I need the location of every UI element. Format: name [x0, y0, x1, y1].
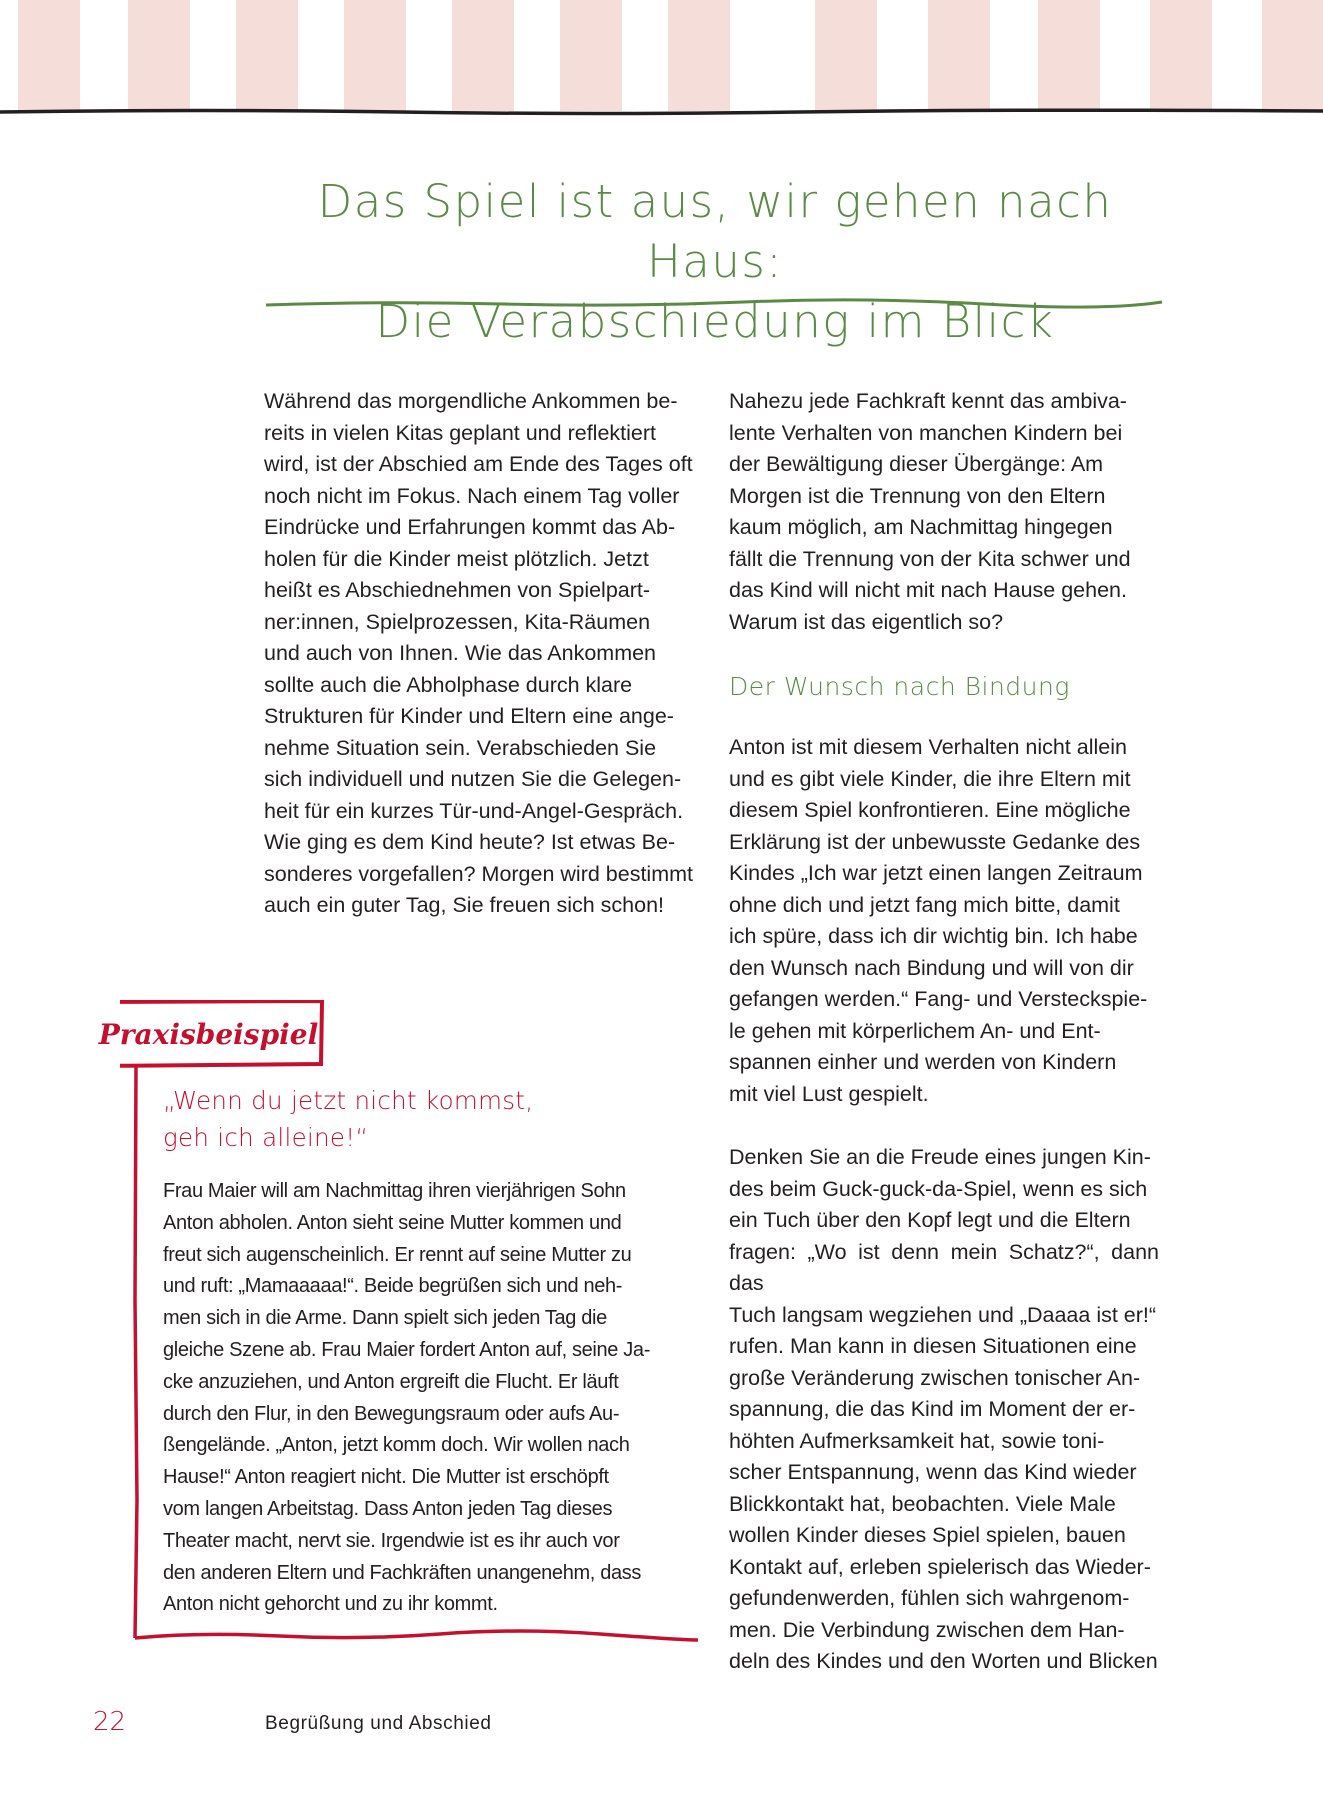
text-line: sonderes vorgefallen? Morgen wird bestimmt [264, 861, 694, 886]
praxis-quote [163, 1082, 683, 1156]
title-line-2: Die Verabschiedung im Blick [375, 295, 1055, 348]
text-line: gefangen werden.“ Fang- und Versteckspie- [729, 987, 1148, 1011]
text-line: Hause!“ Anton reagiert nicht. Die Mutter ist erschöpft [163, 1466, 609, 1489]
text-line: reits in vielen Kitas geplant und reflektiert [264, 420, 656, 445]
text-line: fragen: „Wo ist denn mein Schatz?“, dann das [729, 1239, 1159, 1295]
text-line: gefundenwerden, fühlen sich wahrgenom- [729, 1586, 1130, 1610]
text-line: scher Entspannung, wenn das Kind wieder [729, 1460, 1137, 1484]
text-line: rufen. Man kann in diesen Situationen eine [729, 1334, 1137, 1358]
text-line: ner:innen, Spielprozessen, Kita-Räumen [264, 609, 651, 634]
text-line: Frau Maier will am Nachmittag ihren vierjährigen Sohn [163, 1180, 626, 1202]
text-line: cke anzuziehen, und Anton ergreift die Flucht. Er läuft [163, 1370, 619, 1393]
text-line: heißt es Abschiednehmen von Spielpart- [264, 578, 651, 602]
stripe [560, 0, 622, 111]
text-line: Theater macht, nervt sie. Irgendwie ist es ihr auch vor [163, 1529, 620, 1552]
text-line: fällt die Trennung von der Kita schwer und [729, 546, 1131, 571]
stripe [452, 0, 514, 111]
right-column-intro [729, 386, 1159, 638]
text-line: das Kind will nicht mit nach Hause gehen. [729, 578, 1127, 602]
text-line: den Wunsch nach Bindung und will von dir [729, 955, 1134, 980]
text-line: der Bewältigung dieser Übergänge: Am [729, 452, 1104, 476]
text-line: ein Tuch über den Kopf legt und die Eltern [729, 1208, 1131, 1232]
text-line: Nahezu jede Fachkraft kennt das ambiva- [729, 389, 1127, 413]
text-line: mit viel Lust gespielt. [729, 1081, 929, 1106]
text-line: wollen Kinder dieses Spiel spielen, bauen [729, 1523, 1126, 1547]
text-line: große Veränderung zwischen tonischer An- [729, 1365, 1141, 1390]
title-line-1: Das Spiel ist aus, wir gehen nach Haus: [317, 175, 1113, 288]
text-line: vom langen Arbeitstag. Dass Anton jeden Tag dieses [163, 1497, 613, 1520]
text-line: und auch von Ihnen. Wie das Ankommen [264, 641, 657, 665]
running-footer-title: Begrüßung und Abschied [265, 1713, 492, 1734]
page-title [260, 172, 1170, 352]
praxis-body [163, 1176, 698, 1621]
text-line: Warum ist das eigentlich so? [729, 609, 1004, 634]
text-line: sollte auch die Abholphase durch klare [264, 672, 633, 697]
text-line: Kontakt auf, erleben spielerisch das Wieder- [729, 1554, 1151, 1579]
text-line: auch ein guter Tag, Sie freuen sich schon! [264, 893, 664, 917]
text-line: spannen einher und werden von Kindern [729, 1050, 1117, 1074]
text-line: ßengelände. „Anton, jetzt komm doch. Wir wollen nach [163, 1434, 630, 1457]
quote-line-2: geh ich alleine!“ [163, 1123, 369, 1152]
text-line: sich individuell und nutzen Sie die Gelegen- [264, 767, 682, 791]
text-line: den anderen Eltern und Fachkräften unangenehm, dass [163, 1561, 642, 1584]
text-line: und ruft: „Mamaaaaa!“. Beide begrüßen sich und neh- [163, 1275, 623, 1298]
top-stripe-band [0, 0, 1323, 113]
text-line: Denken Sie an die Freude eines jungen Kin- [729, 1145, 1151, 1169]
quote-line-1: „Wenn du jetzt nicht kommst, [163, 1086, 534, 1115]
text-line: men sich in die Arme. Dann spielt sich jeden Tag die [163, 1307, 607, 1330]
top-rule [0, 106, 1323, 118]
stripe [128, 0, 190, 111]
text-line: Tuch langsam wegziehen und „Daaaa ist er!“ [729, 1302, 1157, 1327]
page-number: 22 [93, 1707, 127, 1737]
text-line: wird, ist der Abschied am Ende des Tages oft [264, 452, 693, 476]
text-line: Blickkontakt hat, beobachten. Viele Male [729, 1491, 1116, 1516]
text-line: men. Die Verbindung zwischen dem Han- [729, 1617, 1125, 1642]
text-line: Morgen ist die Trennung von den Eltern [729, 483, 1106, 508]
text-line: durch den Flur, in den Bewegungsraum oder aufs Au- [163, 1402, 620, 1425]
text-line: Anton nicht gehorcht und zu ihr kommt. [163, 1593, 498, 1616]
stripe [815, 0, 877, 111]
text-line: deln des Kindes und den Worten und Blicken [729, 1649, 1158, 1673]
section-subheading: Der Wunsch nach Bindung [729, 672, 1070, 701]
text-line: holen für die Kinder meist plötzlich. Jetzt [264, 546, 649, 571]
text-line: Während das morgendliche Ankommen be- [264, 389, 678, 413]
text-line: Erklärung ist der unbewusste Gedanke des [729, 829, 1141, 854]
title-underline [264, 296, 1164, 310]
text-line: Kindes „Ich war jetzt einen langen Zeitraum [729, 861, 1143, 885]
text-line: heit für ein kurzes Tür-und-Angel-Gespräch. [264, 798, 684, 823]
text-line: Anton ist mit diesem Verhalten nicht allein [729, 735, 1127, 759]
text-line: höhten Aufmerksamkeit hat, sowie toni- [729, 1428, 1105, 1453]
text-line: le gehen mit körperlichem An- und Ent- [729, 1018, 1101, 1043]
text-line: diesem Spiel konfrontieren. Eine mögliche [729, 798, 1131, 822]
text-line: kaum möglich, am Nachmittag hingegen [729, 515, 1113, 539]
text-line: freut sich augenscheinlich. Er rennt auf seine Mutter zu [163, 1243, 632, 1266]
text-line: spannung, die das Kind im Moment der er- [729, 1397, 1136, 1421]
text-line: des beim Guck-guck-da-Spiel, wenn es sich [729, 1176, 1148, 1201]
stripe [344, 0, 406, 111]
praxis-label: Praxisbeispiel [98, 1017, 319, 1051]
stripe [1038, 0, 1100, 111]
text-line: lente Verhalten von manchen Kindern bei [729, 420, 1123, 445]
text-line: ich spüre, dass ich dir wichtig bin. Ich habe [729, 924, 1138, 948]
text-line: ohne dich und jetzt fang mich bitte, damit [729, 892, 1120, 917]
stripe [1150, 0, 1212, 111]
text-line: Eindrücke und Erfahrungen kommt das Ab- [264, 515, 676, 539]
text-line: gleiche Szene ab. Frau Maier fordert Anton auf, seine Ja- [163, 1338, 651, 1361]
text-line: Strukturen für Kinder und Eltern eine ange- [264, 704, 674, 728]
text-line: noch nicht im Fokus. Nach einem Tag voller [264, 483, 680, 508]
stripe [668, 0, 730, 111]
stripe [928, 0, 990, 111]
text-line: Wie ging es dem Kind heute? Ist etwas Be- [264, 830, 676, 854]
text-line: Anton abholen. Anton sieht seine Mutter kommen und [163, 1211, 622, 1234]
stripe [1262, 0, 1323, 111]
text-line: nehme Situation sein. Verabschieden Sie [264, 735, 657, 760]
text-line: und es gibt viele Kinder, die ihre Eltern mit [729, 766, 1131, 791]
right-column-continued [729, 1142, 1159, 1678]
stripe [18, 0, 80, 111]
left-column-text [264, 386, 696, 922]
right-column-section [729, 732, 1159, 1110]
stripe [236, 0, 298, 111]
